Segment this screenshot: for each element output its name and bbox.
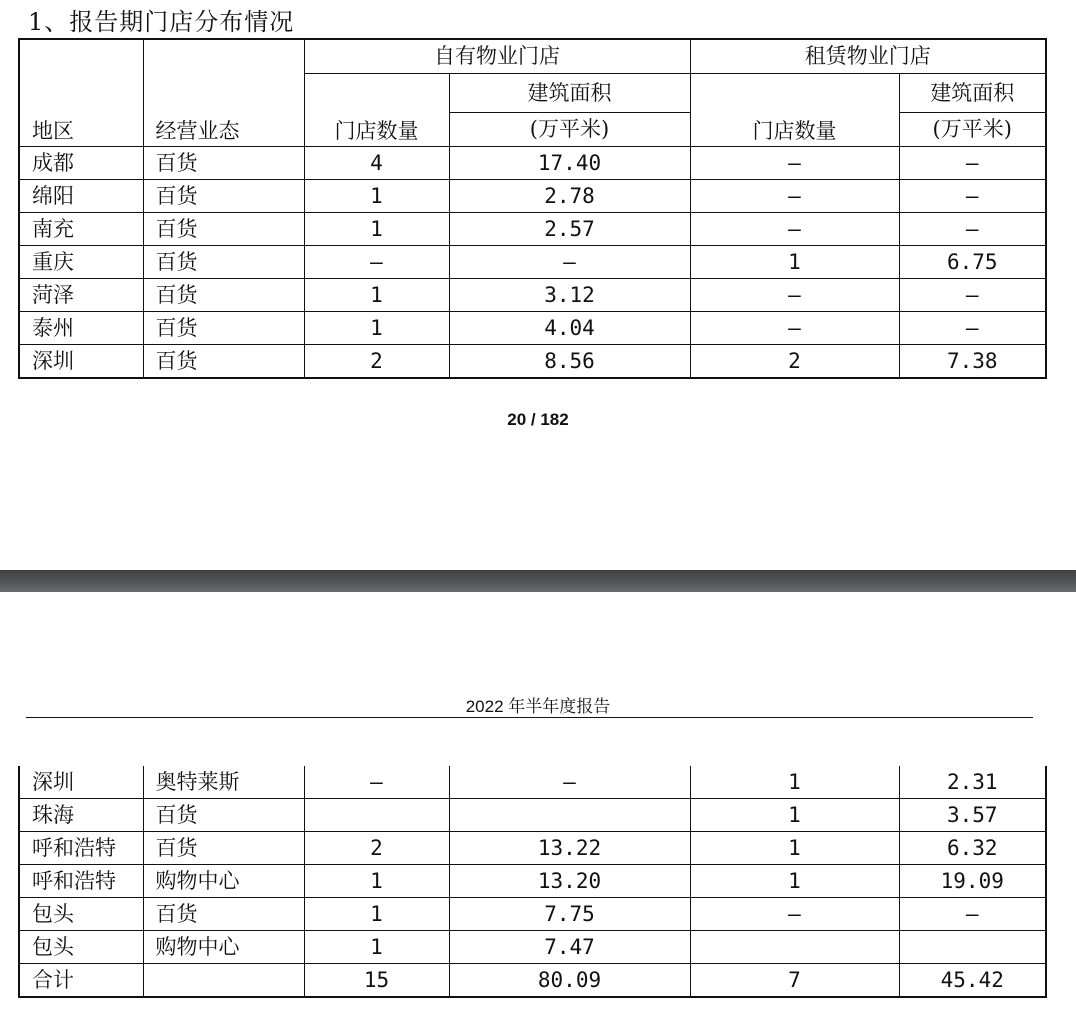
header-leased-count: 门店数量 — [690, 74, 899, 147]
cell-region: 南充 — [19, 213, 143, 246]
table-row — [19, 799, 1046, 832]
report-running-header: 2022 年半年度报告 — [465, 697, 611, 716]
cell-owned-area: 4.04 — [449, 312, 690, 345]
cell-owned-count: 4 — [304, 147, 449, 180]
cell-leased-area: 3.57 — [899, 799, 1046, 832]
cell-leased-area: 19.09 — [899, 865, 1046, 898]
cell-region: 绵阳 — [19, 180, 143, 213]
header-leased-area-line2: (万平米) — [899, 113, 1046, 147]
header-owned-group: 自有物业门店 — [304, 39, 690, 74]
cell-leased-count: 1 — [690, 246, 899, 279]
cell-format: 百货 — [143, 832, 304, 865]
cell-leased-count: 1 — [690, 865, 899, 898]
table-row — [19, 931, 1046, 964]
cell-leased-count: 1 — [690, 832, 899, 865]
cell-leased-count: – — [690, 147, 899, 180]
table-body-page1 — [19, 147, 1046, 379]
cell-region: 呼和浩特 — [19, 865, 143, 898]
cell-region: 泰州 — [19, 312, 143, 345]
cell-leased-area: 45.42 — [899, 964, 1046, 998]
cell-owned-area — [449, 799, 690, 832]
page-separator — [0, 570, 1076, 592]
cell-leased-area: – — [899, 180, 1046, 213]
cell-leased-count: – — [690, 312, 899, 345]
table-row — [19, 345, 1046, 379]
cell-region: 深圳 — [19, 345, 143, 379]
cell-region: 包头 — [19, 898, 143, 931]
table-row — [19, 312, 1046, 345]
cell-owned-count: 1 — [304, 213, 449, 246]
cell-owned-area: 80.09 — [449, 964, 690, 998]
store-distribution-table-continued — [18, 766, 1047, 998]
cell-format: 百货 — [143, 799, 304, 832]
cell-owned-area: 2.57 — [449, 213, 690, 246]
cell-owned-area: – — [449, 766, 690, 799]
cell-format: 购物中心 — [143, 931, 304, 964]
section-title: 1、报告期门店分布情况 — [28, 8, 295, 36]
header-rule — [26, 717, 1033, 718]
cell-owned-count: 1 — [304, 898, 449, 931]
cell-owned-count: 15 — [304, 964, 449, 998]
cell-leased-area: – — [899, 213, 1046, 246]
cell-owned-count: 1 — [304, 312, 449, 345]
cell-leased-area: 7.38 — [899, 345, 1046, 379]
cell-leased-count: 1 — [690, 799, 899, 832]
cell-format: 百货 — [143, 312, 304, 345]
cell-leased-count: 2 — [690, 345, 899, 379]
cell-owned-count: 2 — [304, 832, 449, 865]
cell-region: 合计 — [19, 964, 143, 998]
cell-leased-count — [690, 931, 899, 964]
cell-leased-area: 6.32 — [899, 832, 1046, 865]
cell-region: 包头 — [19, 931, 143, 964]
cell-leased-area: 6.75 — [899, 246, 1046, 279]
cell-region: 成都 — [19, 147, 143, 180]
cell-leased-count: – — [690, 213, 899, 246]
cell-format: 购物中心 — [143, 865, 304, 898]
cell-owned-count: – — [304, 246, 449, 279]
header-row-groups — [19, 39, 1046, 74]
table-body-page2 — [19, 766, 1046, 997]
cell-format: 百货 — [143, 213, 304, 246]
cell-format: 百货 — [143, 279, 304, 312]
cell-leased-area — [899, 931, 1046, 964]
header-owned-area-line2: (万平米) — [449, 113, 690, 147]
cell-owned-count: 1 — [304, 931, 449, 964]
cell-owned-count: 1 — [304, 865, 449, 898]
cell-format: 百货 — [143, 345, 304, 379]
header-leased-area-line1: 建筑面积 — [899, 74, 1046, 113]
cell-leased-count: 1 — [690, 766, 899, 799]
cell-owned-area: 3.12 — [449, 279, 690, 312]
cell-leased-count: – — [690, 279, 899, 312]
cell-owned-area: 8.56 — [449, 345, 690, 379]
cell-leased-area: 2.31 — [899, 766, 1046, 799]
cell-region: 菏泽 — [19, 279, 143, 312]
cell-leased-count: – — [690, 180, 899, 213]
cell-format: 百货 — [143, 898, 304, 931]
cell-owned-count: 1 — [304, 180, 449, 213]
cell-leased-count: – — [690, 898, 899, 931]
page-number: 20 / 182 — [507, 410, 569, 429]
cell-owned-area: 17.40 — [449, 147, 690, 180]
cell-owned-count: – — [304, 766, 449, 799]
cell-region: 重庆 — [19, 246, 143, 279]
cell-format — [143, 964, 304, 998]
cell-format: 奥特莱斯 — [143, 766, 304, 799]
header-format: 经营业态 — [143, 39, 304, 147]
cell-leased-area: – — [899, 279, 1046, 312]
store-distribution-table — [18, 38, 1047, 379]
cell-owned-area: – — [449, 246, 690, 279]
table-row — [19, 213, 1046, 246]
cell-leased-count: 7 — [690, 964, 899, 998]
table-row — [19, 898, 1046, 931]
cell-owned-count — [304, 799, 449, 832]
cell-region: 呼和浩特 — [19, 832, 143, 865]
cell-owned-area: 7.75 — [449, 898, 690, 931]
cell-owned-area: 13.20 — [449, 865, 690, 898]
header-leased-group: 租赁物业门店 — [690, 39, 1046, 74]
table-row — [19, 865, 1046, 898]
cell-owned-area: 2.78 — [449, 180, 690, 213]
table-row — [19, 147, 1046, 180]
table-row — [19, 964, 1046, 998]
cell-format: 百货 — [143, 246, 304, 279]
cell-region: 珠海 — [19, 799, 143, 832]
cell-owned-area: 13.22 — [449, 832, 690, 865]
cell-leased-area: – — [899, 312, 1046, 345]
table-row — [19, 180, 1046, 213]
cell-leased-area: – — [899, 147, 1046, 180]
cell-region: 深圳 — [19, 766, 143, 799]
cell-format: 百货 — [143, 147, 304, 180]
table-row — [19, 766, 1046, 799]
cell-owned-count: 1 — [304, 279, 449, 312]
header-owned-count: 门店数量 — [304, 74, 449, 147]
table-row — [19, 279, 1046, 312]
table-row — [19, 832, 1046, 865]
header-region: 地区 — [19, 39, 143, 147]
cell-owned-count: 2 — [304, 345, 449, 379]
cell-owned-area: 7.47 — [449, 931, 690, 964]
cell-leased-area: – — [899, 898, 1046, 931]
header-owned-area-line1: 建筑面积 — [449, 74, 690, 113]
table-row — [19, 246, 1046, 279]
cell-format: 百货 — [143, 180, 304, 213]
